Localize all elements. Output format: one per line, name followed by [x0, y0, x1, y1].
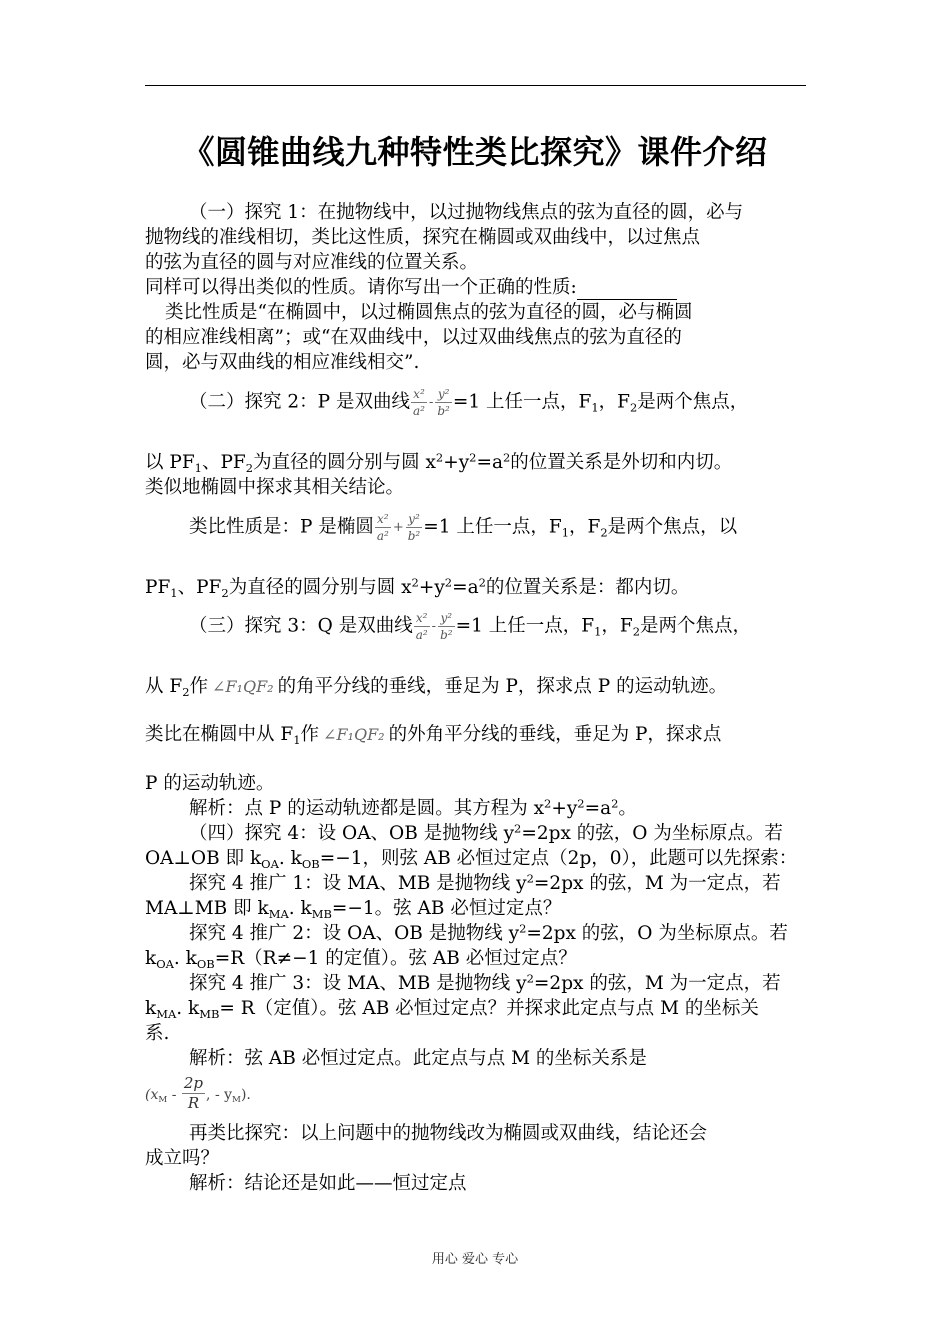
- text-line: 抛物线的准线相切，类比这性质，探究在椭圆或双曲线中，以过焦点: [145, 227, 701, 248]
- text-line: $k_{MA}$. $k_{MB}= R$（定值）。弦 AB 必恒过定点？并探求此定点与点 M 的坐标关: [145, 998, 759, 1021]
- page-footer: 用心 爱心 专心: [431, 1252, 519, 1267]
- angle-F1QF2: ∠F₁QF₂: [212, 677, 274, 696]
- text-line: 的弦为直径的圆与对应准线的位置关系。: [145, 252, 479, 273]
- text-line: 系.: [145, 1023, 170, 1044]
- top-rule: [145, 85, 806, 86]
- text-line: 探究 4 推广 3：设 MA、MB 是抛物线 $y^2=2px$ 的弦，M 为一定点，若: [189, 971, 781, 994]
- text-line: MA⊥MB 即 $k_{MA}$. $k_{MB}=-1$。弦 AB 必恒过定点？: [145, 898, 562, 921]
- text-line: 类比性质是：P 是椭圆 $\frac{\text{x²}}{\text{a²}}$ + $\frac{\text{y²}}{\text{b²}}$ =1 上任一点，$F_1$，$F_2$是两个焦点，以: [189, 512, 738, 543]
- fraction-2p-R: $\frac{2p}{R}$: [183, 1074, 204, 1112]
- text-line: 探究 4 推广 2：设 OA、OB 是抛物线 $y^2=2px$ 的弦，O 为坐标原点。若: [189, 921, 788, 944]
- text-line: 成立吗？: [145, 1148, 220, 1169]
- text-line: 的相应准线相离”；或“在双曲线中，以过双曲线焦点的弦为直径的: [145, 327, 682, 348]
- text-line: 探究 4 推广 1：设 MA、MB 是抛物线 $y^2=2px$ 的弦，M 为一定点，若: [189, 871, 781, 894]
- text-line: OA⊥OB 即 $k_{OA}$. $k_{OB}=-1$，则弦 AB 必恒过定点（2p，0），此题可以先探索：: [145, 848, 798, 871]
- text-line: $k_{OA}$. $k_{OB}=R(R\ne-1$ 的定值）。弦 AB 必恒过定点？: [145, 948, 577, 971]
- text-line: 同样可以得出类似的性质。请你写出一个正确的性质:: [145, 275, 677, 300]
- text-line: 再类比探究：以上问题中的抛物线改为椭圆或双曲线，结论还会: [189, 1123, 708, 1144]
- answer-blank[interactable]: [577, 281, 677, 300]
- fraction-x2-a2: $\frac{\text{x²}}{\text{a²}}$: [415, 611, 428, 642]
- page-title: 《圆锥曲线九种特性类比探究》课件介绍: [182, 133, 768, 171]
- fraction-y2-b2: $\frac{\text{y²}}{\text{b²}}$: [437, 387, 450, 418]
- text-line: 类比在椭圆中从 $F_1$作 ∠F₁QF₂ 的外角平分线的垂线，垂足为 P，探求点: [145, 724, 722, 747]
- text-line: 类似地椭圆中探求其相关结论。: [145, 477, 405, 498]
- text-line: $PF_1$、$PF_2$为直径的圆分别与圆 $x^2+y^2=a^2$的位置关系是：都内切。: [145, 575, 690, 600]
- text-line: 以 $PF_1$、$PF_2$为直径的圆分别与圆 $x^2+y^2=a^2$的位置关系是外切和内切。: [145, 450, 733, 475]
- text-line: 解析：结论还是如此——恒过定点: [189, 1173, 467, 1194]
- fraction-x2-a2: $\frac{\text{x²}}{\text{a²}}$: [412, 387, 425, 418]
- text-line: 解析：点 P 的运动轨迹都是圆。其方程为 $x^2+y^2=a^2$。: [189, 796, 637, 819]
- text-line: 从 $F_2$作 ∠F₁QF₂ 的角平分线的垂线，垂足为 P，探求点 P 的运动轨迹。: [145, 676, 728, 699]
- text-line: 解析：弦 AB 必恒过定点。此定点与点 M 的坐标关系是: [189, 1048, 647, 1069]
- coordinate-formula: ($x_M$ - $\frac{2p}{R}$ , - $y_M$).: [145, 1074, 251, 1112]
- text-line: （四）探究 4：设 OA、OB 是抛物线 $y^2=2px$ 的弦，O 为坐标原点。若: [189, 821, 783, 844]
- angle-F1QF2: ∠F₁QF₂: [323, 725, 385, 744]
- fraction-y2-b2: $\frac{\text{y²}}{\text{b²}}$: [407, 512, 421, 543]
- fraction-y2-b2: $\frac{\text{y²}}{\text{b²}}$: [440, 611, 453, 642]
- text-line: P 的运动轨迹。: [145, 773, 275, 794]
- text-line: 类比性质是“在椭圆中，以过椭圆焦点的弦为直径的圆，必与椭圆: [165, 302, 693, 323]
- text-line: （三）探究 3：Q 是双曲线 $\frac{\text{x²}}{\text{a²}}$ - $\frac{\text{y²}}{\text{b²}}$ =1 上任一点，$F_1$，$F_2$是两个焦点，: [189, 611, 752, 642]
- text-line: （一）探究 1：在抛物线中，以过抛物线焦点的弦为直径的圆，必与: [189, 202, 744, 223]
- text-line: 圆，必与双曲线的相应准线相交”.: [145, 352, 420, 373]
- fraction-x2-a2: $\frac{\text{x²}}{\text{a²}}$: [376, 512, 389, 543]
- text-line: （二）探究 2：P 是双曲线 $\frac{\text{x²}}{\text{a²}}$ - $\frac{\text{y²}}{\text{b²}}$ =1 上任一点，$F_1$，$F_2$是两个焦点，: [189, 387, 749, 418]
